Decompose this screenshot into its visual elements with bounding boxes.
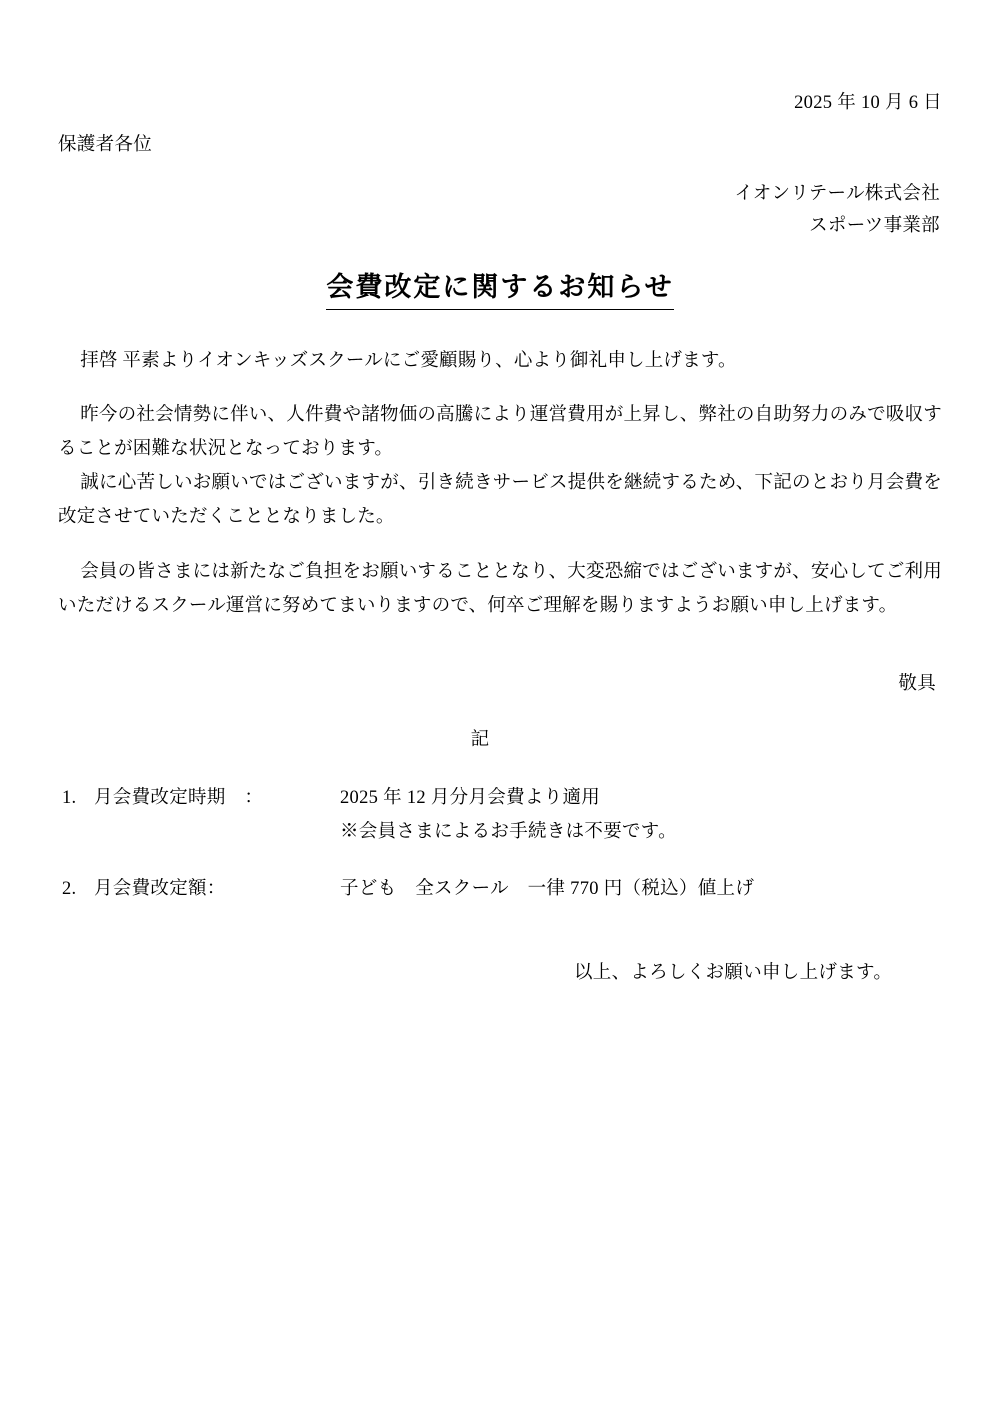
- spacer: [58, 623, 942, 669]
- spacer: [58, 378, 942, 398]
- page-title: 会費改定に関するお知らせ: [326, 269, 673, 310]
- list-item: [58, 872, 942, 906]
- footer-note: 以上、よろしくお願い申し上げます。: [574, 962, 893, 983]
- document-date: 2025 年 10 月 6 日: [794, 93, 942, 113]
- paragraph-revision: 誠に心苦しいお願いではございますが、引き続きサービス提供を継続するため、下記のとおり月会費を改定させていただくこととなりました。: [58, 473, 942, 528]
- item-number: 2.: [62, 878, 77, 899]
- closing-salutation: 敬具: [898, 674, 936, 695]
- item-number: 1.: [62, 788, 77, 809]
- list-item: [58, 781, 942, 849]
- paragraph-apology: 会員の皆さまには新たなご負担をお願いすることとなり、大変恐縮ではございますが、安心してご利用いただけるスクール運営に努めてまいりますので、何卒ご理解を賜りますようお願い申し上げます。: [58, 561, 942, 616]
- sender-company: イオンリテール株式会社: [734, 184, 940, 204]
- paragraph-greeting: 拝啓 平素よりイオンキッズスクールにご愛顧賜り、心より御礼申し上げます。: [80, 350, 737, 371]
- item-value-group: [340, 872, 942, 906]
- sender-block: [58, 178, 942, 243]
- paragraph-reason: 昨今の社会情勢に伴い、人件費や諸物価の高騰により運営費用が上昇し、弊社の自助努力のみで吸収することが困難な状況となっております。: [58, 404, 942, 459]
- item-label: 月会費改定時期 ：: [94, 788, 264, 809]
- sender-department: スポーツ事業部: [809, 216, 940, 237]
- ki-marker: 記: [470, 730, 490, 751]
- item-label: 月会費改定額：: [94, 878, 226, 899]
- spacer: [58, 695, 942, 725]
- document-title-wrapper: [58, 269, 942, 310]
- item-value: 2025 年 12 月分月会費より適用: [340, 788, 601, 809]
- item-value-group: [340, 781, 942, 849]
- document-addressee: 保護者各位: [58, 135, 153, 155]
- spacer: [58, 535, 942, 555]
- document-body: [58, 88, 942, 984]
- item-subvalue: ※会員さまによるお手続きは不要です。: [340, 822, 677, 843]
- items-list: [58, 781, 942, 906]
- item-value: 子ども 全スクール 一律 770 円（税込）値上げ: [340, 878, 755, 899]
